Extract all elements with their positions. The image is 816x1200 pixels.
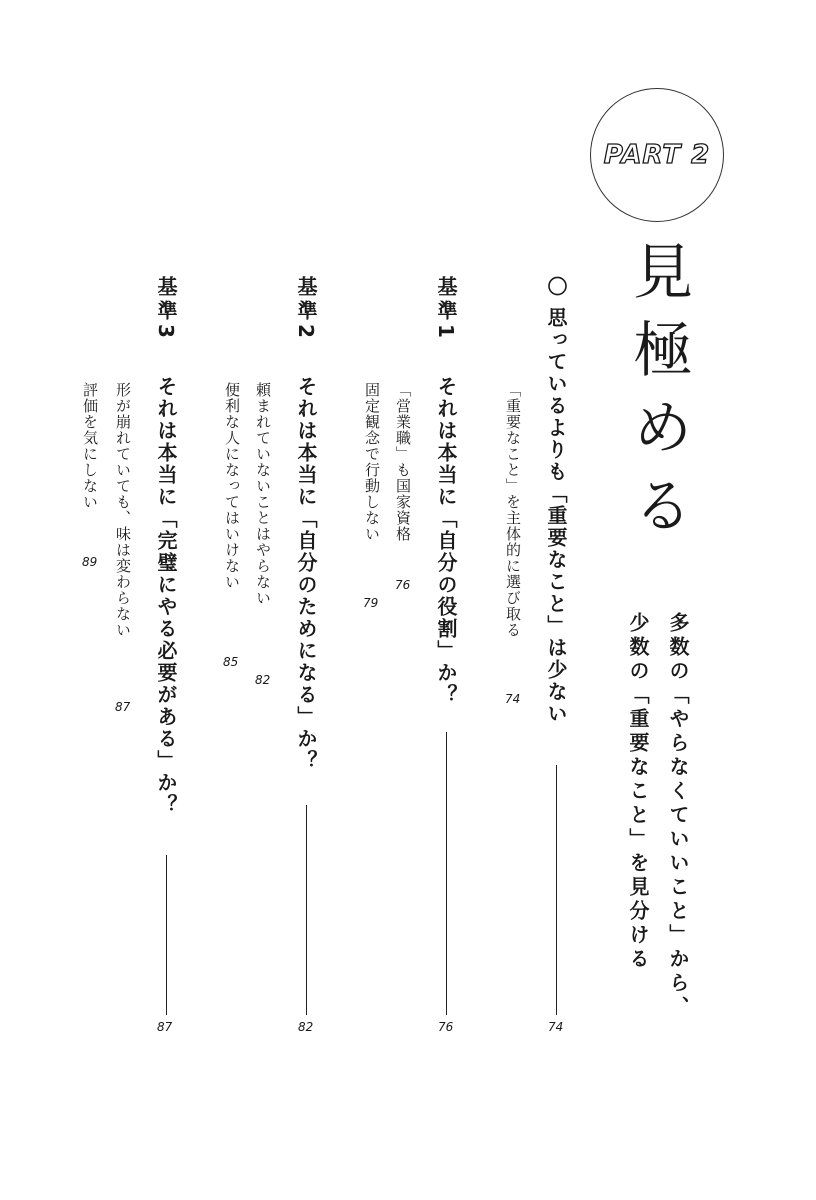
standard-1-item-1-page: 76 (395, 578, 411, 592)
standard-2-heading: それは本当に「自分のためになる」か？ (294, 376, 318, 772)
standard-3-heading: それは本当に「完璧にやる必要がある」か？ (154, 376, 178, 816)
page-title: 見極める (623, 240, 693, 552)
intro-item-1: 「重要なこと」を主体的に選び取る (504, 382, 522, 638)
standard-2-item-1: 頼まれていないことはやらない (254, 382, 272, 606)
standard-3-page: 87 (157, 1020, 173, 1034)
standard-1-heading: それは本当に「自分の役割」か？ (434, 376, 458, 706)
standard-3-item-1: 形が崩れていても、味は変わらない (114, 382, 132, 638)
standard-2-item-1-page: 82 (255, 673, 271, 687)
part-badge-label: PART 2 (603, 140, 711, 170)
standard-3-item-2: 評価を気にしない (81, 382, 99, 510)
standard-2-label: 基準2 (294, 276, 318, 342)
subtitle-line-1: 多数の「やらなくていいこと」から、 (666, 612, 690, 1020)
subtitle-line-2: 少数の「重要なこと」を見分ける (626, 612, 650, 972)
intro-heading: 〇 思っているよりも「重要なこと」は少ない (544, 276, 568, 725)
standard-3-item-2-page: 89 (82, 555, 98, 569)
standard-1-label: 基準1 (434, 276, 458, 342)
standard-3-item-1-page: 87 (115, 700, 131, 714)
intro-item-1-page: 74 (505, 692, 521, 706)
standard-2-item-2: 便利な人になってはいけない (223, 382, 241, 590)
standard-1-item-1: 「営業職」も国家資格 (394, 382, 412, 542)
standard-2-page: 82 (298, 1020, 314, 1034)
intro-page: 74 (548, 1020, 564, 1034)
standard-2-item-2-page: 85 (223, 655, 239, 669)
standard-1-leader-line (446, 732, 447, 1015)
standard-1-item-2: 固定観念で行動しない (363, 382, 381, 542)
standard-1-page: 76 (438, 1020, 454, 1034)
part-badge (590, 88, 724, 222)
standard-3-label: 基準3 (154, 276, 178, 342)
standard-3-leader-line (166, 855, 167, 1015)
intro-leader-line (556, 765, 557, 1015)
standard-1-item-2-page: 79 (363, 596, 379, 610)
standard-2-leader-line (306, 805, 307, 1015)
